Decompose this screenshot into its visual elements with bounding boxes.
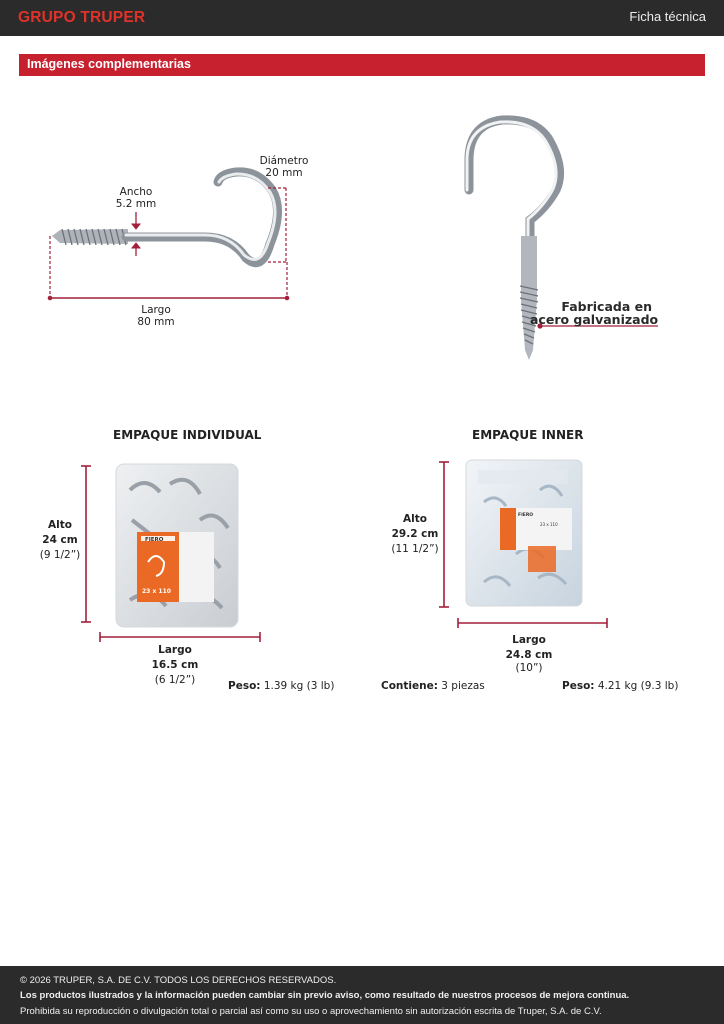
section-title: Imágenes complementarias (27, 57, 191, 71)
footer-legal: Prohibida su reproducción o divulgación total o parcial así como su uso o aprovechamiento sin autorización escrita de Truper, S.A. de C.V. (20, 1006, 602, 1017)
ancho-label: Ancho (119, 186, 153, 198)
footer (0, 966, 724, 1024)
inner-alto-label: Alto (403, 513, 427, 525)
individual-bag-brand: FIERO (145, 537, 164, 543)
inner-package-drawing (0, 450, 724, 750)
individual-alto-label: Alto (48, 519, 72, 531)
individual-alto-cm: 24 cm (42, 534, 78, 546)
diametro-label: Diámetro (259, 155, 309, 167)
largo-label: Largo (141, 304, 171, 316)
individual-peso-value: 1.39 kg (3 lb) (263, 680, 335, 692)
individual-bag-size: 23 x 110 (142, 588, 171, 595)
individual-heading: EMPAQUE INDIVIDUAL (113, 428, 262, 442)
material-line-1: Fabricada en (561, 299, 652, 314)
inner-largo-in: (10”) (515, 662, 543, 674)
individual-peso-label: Peso: (228, 680, 261, 692)
document-title: Ficha técnica (629, 9, 706, 24)
diametro-value: 20 mm (265, 167, 303, 179)
individual-alto-in: (9 1/2”) (39, 549, 81, 561)
individual-largo-cm: 16.5 cm (151, 659, 199, 671)
inner-heading: EMPAQUE INNER (472, 428, 584, 442)
inner-alto-in: (11 1/2”) (391, 543, 439, 555)
inner-contiene (381, 680, 485, 692)
individual-largo-in: (6 1/2”) (154, 674, 196, 686)
brand-logo: GRUPO TRUPER (18, 9, 146, 26)
largo-value: 80 mm (137, 316, 175, 328)
inner-peso-label: Peso: (562, 680, 595, 692)
inner-contiene-label: Contiene: (381, 680, 438, 692)
inner-bag-size: 23 x 110 (540, 522, 558, 527)
inner-contiene-value: 3 piezas (441, 680, 485, 692)
footer-copyright: © 2026 TRUPER, S.A. DE C.V. TODOS LOS DERECHOS RESERVADOS. (20, 975, 337, 986)
inner-largo-label: Largo (512, 634, 546, 646)
inner-alto-cm: 29.2 cm (391, 528, 439, 540)
hook-screw-thread (52, 229, 128, 245)
inner-largo-cm: 24.8 cm (505, 649, 553, 661)
inner-bag-brand: FIERO (518, 513, 534, 518)
inner-peso (562, 680, 678, 692)
footer-notice: Los productos ilustrados y la información pueden cambiar sin previo aviso, como resultado de nuestros procesos de mejora continua. (20, 990, 630, 1001)
inner-peso-value: 4.21 kg (9.3 lb) (597, 680, 679, 692)
material-line-2: acero galvanizado (530, 312, 659, 327)
ancho-value: 5.2 mm (115, 198, 157, 210)
individual-largo-label: Largo (158, 644, 192, 656)
